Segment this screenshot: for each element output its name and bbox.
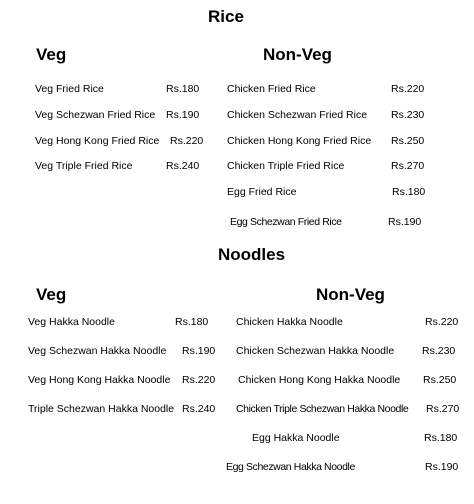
menu-item-name: Veg Schezwan Fried Rice	[35, 109, 156, 121]
menu-item-name: Chicken Triple Schezwan Hakka Noodle	[236, 403, 409, 415]
menu-item-price: Rs.190	[166, 109, 200, 121]
menu-item-name: Triple Schezwan Hakka Noodle	[28, 403, 175, 415]
menu-item-price: Rs.180	[424, 432, 458, 444]
menu-item-price: Rs.180	[392, 186, 426, 198]
menu-item-price: Rs.220	[391, 83, 425, 95]
menu-item-name: Chicken Triple Fried Rice	[227, 160, 345, 172]
menu-item-name: Veg Hong Kong Fried Rice	[35, 135, 160, 147]
menu-item-price: Rs.190	[388, 216, 422, 228]
menu-item-name: Egg Fried Rice	[227, 186, 297, 198]
menu-item-name: Veg Schezwan Hakka Noodle	[28, 345, 167, 357]
noodles-veg-heading: Veg	[36, 285, 67, 304]
menu-item-name: Chicken Schezwan Hakka Noodle	[236, 345, 395, 357]
rice-section-title: Rice	[208, 7, 244, 26]
menu-item-name: Chicken Schezwan Fried Rice	[227, 109, 368, 121]
menu-item-name: Veg Hakka Noodle	[28, 316, 115, 328]
menu-item-price: Rs.220	[182, 374, 216, 386]
menu-item-price: Rs.220	[170, 135, 204, 147]
menu-item-price: Rs.220	[425, 316, 459, 328]
menu-item-price: Rs.230	[422, 345, 456, 357]
menu-item-name: Veg Triple Fried Rice	[35, 160, 133, 172]
rice-veg-heading: Veg	[36, 45, 67, 64]
menu-item-price: Rs.240	[182, 403, 216, 415]
menu-item-name: Egg Schezwan Hakka Noodle	[226, 461, 355, 473]
menu-item-price: Rs.180	[175, 316, 209, 328]
menu-item-price: Rs.250	[423, 374, 457, 386]
menu-item-price: Rs.270	[426, 403, 460, 415]
rice-nonveg-heading: Non-Veg	[263, 45, 332, 64]
menu-item-name: Egg Schezwan Fried Rice	[230, 216, 342, 228]
menu-item-price: Rs.230	[391, 109, 425, 121]
menu-item-price: Rs.250	[391, 135, 425, 147]
menu-item-name: Chicken Hong Kong Fried Rice	[227, 135, 372, 147]
menu-item-name: Egg Hakka Noodle	[252, 432, 340, 444]
noodles-nonveg-heading: Non-Veg	[316, 285, 385, 304]
menu-item-price: Rs.180	[166, 83, 200, 95]
menu-item-price: Rs.190	[425, 461, 459, 473]
menu-item-name: Chicken Fried Rice	[227, 83, 316, 95]
noodles-section-title: Noodles	[218, 245, 286, 264]
menu-item-price: Rs.240	[166, 160, 200, 172]
menu-item-name: Chicken Hong Kong Hakka Noodle	[238, 374, 401, 386]
menu-item-price: Rs.270	[391, 160, 425, 172]
menu-item-name: Veg Hong Kong Hakka Noodle	[28, 374, 171, 386]
menu-item-name: Veg Fried Rice	[35, 83, 104, 95]
menu-item-price: Rs.190	[182, 345, 216, 357]
menu-item-name: Chicken Hakka Noodle	[236, 316, 343, 328]
